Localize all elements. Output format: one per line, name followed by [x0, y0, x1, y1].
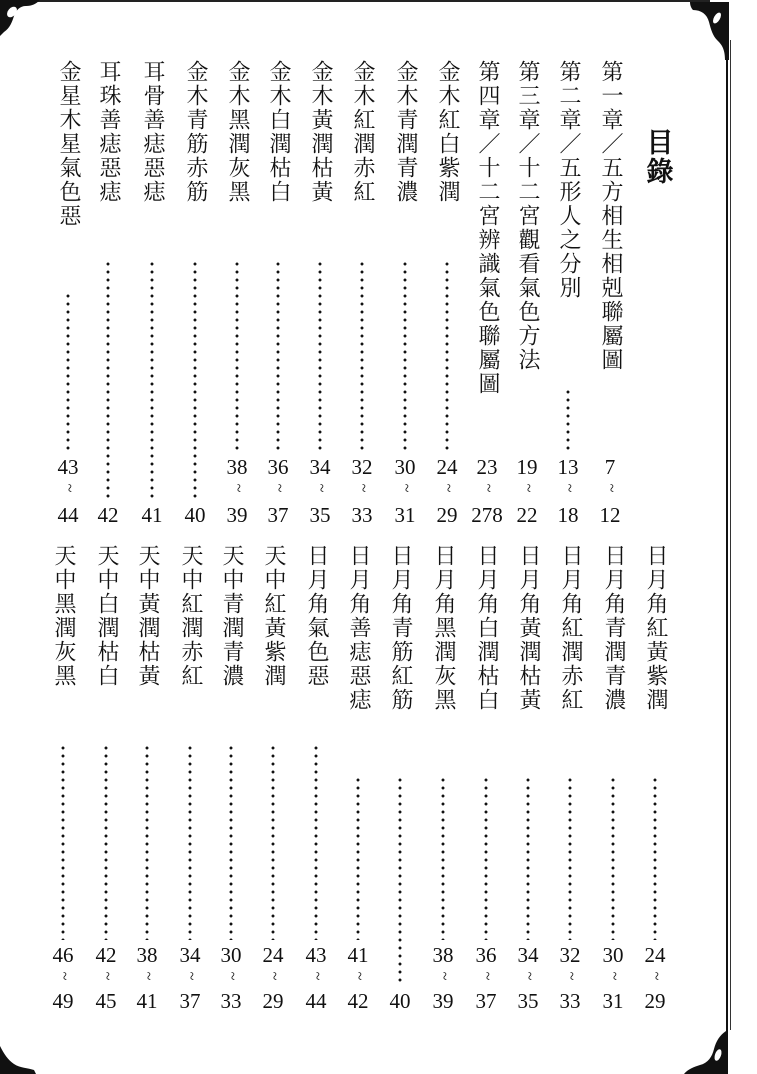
page-start-number: 19 — [516, 455, 538, 479]
page-range-tilde — [48, 480, 88, 496]
tilde-glyph: ~ — [560, 483, 577, 493]
dot-leader — [106, 260, 110, 500]
toc-entry-label: 日月角青筋紅筋 — [388, 544, 413, 712]
tilde-glyph: ~ — [98, 971, 115, 981]
page-end-number: 39 — [226, 503, 248, 527]
page-range-tilde — [43, 968, 83, 984]
page-range-tilde — [548, 480, 588, 496]
page-range-tilde — [467, 480, 507, 496]
page-end-number: 39 — [432, 989, 454, 1013]
page-range-tilde — [253, 968, 293, 984]
page-start-number: 24 — [436, 455, 458, 479]
toc-entry-label: 日月角氣色惡 — [304, 544, 329, 688]
page-end-number: 29 — [262, 989, 284, 1013]
page-start-number: 23 — [476, 455, 498, 479]
page-start-number: 30 — [220, 943, 242, 967]
page-end-number: 35 — [309, 503, 331, 527]
dot-leader — [271, 744, 275, 940]
page-start-number: 38 — [432, 943, 454, 967]
tilde-glyph: ~ — [139, 971, 156, 981]
page-start-number: 38 — [136, 943, 158, 967]
toc-entry-label: 金木黑潤灰黑 — [225, 60, 250, 204]
dot-leader — [653, 776, 657, 940]
toc-entry-label: 日月角黑潤灰黑 — [431, 544, 456, 712]
page-start-number: 34 — [309, 455, 331, 479]
toc-entry-label: 天中青潤青濃 — [219, 544, 244, 688]
right-border-inner-rule — [730, 40, 731, 1030]
tilde-glyph: ~ — [397, 483, 414, 493]
tilde-glyph: ~ — [270, 483, 287, 493]
page-end-number: 42 — [347, 989, 369, 1013]
dot-leader — [356, 776, 360, 940]
page-end-number: 49 — [52, 989, 74, 1013]
page-start-number: 38 — [226, 455, 248, 479]
page-range-tilde — [593, 968, 633, 984]
tilde-glyph: ~ — [478, 971, 495, 981]
dot-leader — [150, 260, 154, 500]
dot-leader — [566, 388, 570, 452]
page-range-tilde — [258, 480, 298, 496]
page-range-tilde — [590, 480, 630, 496]
toc-entry-label: 天中白潤枯白 — [94, 544, 119, 688]
page-end-number: 31 — [394, 503, 416, 527]
toc-entry-label: 金星木星氣色惡 — [56, 60, 81, 228]
dot-leader — [235, 260, 239, 452]
tilde-glyph: ~ — [520, 971, 537, 981]
page-end-number: 40 — [389, 989, 411, 1013]
page-start-number: 36 — [475, 943, 497, 967]
page-range-tilde — [427, 480, 467, 496]
toc-entry-label: 金木青筋赤筋 — [183, 60, 208, 204]
dot-leader — [61, 744, 65, 940]
toc-entry-label: 日月角紅黃紫潤 — [643, 544, 668, 712]
page-end-number: 12 — [599, 503, 621, 527]
page-start-number: 42 — [95, 943, 117, 967]
tilde-glyph: ~ — [350, 971, 367, 981]
tilde-glyph: ~ — [647, 971, 664, 981]
toc-entry-label: 日月角黃潤枯黃 — [516, 544, 541, 712]
dot-leader — [403, 260, 407, 452]
toc-entry-label: 金木紅白紫潤 — [435, 60, 460, 204]
toc-entry-label: 天中黑潤灰黑 — [51, 544, 76, 688]
page-end-number: 45 — [95, 989, 117, 1013]
toc-title-text: 目錄 — [641, 128, 673, 186]
page-end-number: 37 — [475, 989, 497, 1013]
page-start-number: 24 — [262, 943, 284, 967]
toc-entry-label: 日月角白潤枯白 — [474, 544, 499, 712]
tilde-glyph: ~ — [312, 483, 329, 493]
page-start-number: 32 — [559, 943, 581, 967]
page-range-tilde — [127, 968, 167, 984]
dot-leader — [568, 776, 572, 940]
page-start-number: 32 — [351, 455, 373, 479]
toc-entry-label: 日月角紅潤赤紅 — [558, 544, 583, 712]
dot-leader — [276, 260, 280, 452]
toc-entry-label: 耳骨善痣惡痣 — [140, 60, 165, 204]
corner-ornament-bottom-right-icon — [680, 1025, 730, 1074]
dot-leader — [188, 744, 192, 940]
dot-leader — [484, 776, 488, 940]
dot-leader — [229, 744, 233, 940]
dot-leader — [445, 260, 449, 452]
page-range-tilde — [217, 480, 257, 496]
dot-leader — [318, 260, 322, 452]
page-range-tilde — [466, 968, 506, 984]
page-start-number: 34 — [517, 943, 539, 967]
top-border-rule — [20, 0, 710, 2]
page-end-number: 44 — [305, 989, 327, 1013]
page-range-tilde — [342, 480, 382, 496]
toc-entry-label: 日月角善痣惡痣 — [346, 544, 371, 712]
page-end-number: 33 — [351, 503, 373, 527]
dot-leader — [193, 260, 197, 500]
tilde-glyph: ~ — [265, 971, 282, 981]
page-end-number: 29 — [644, 989, 666, 1013]
page-range-tilde — [385, 480, 425, 496]
page-end-number: 41 — [141, 503, 163, 527]
page-range-tilde — [550, 968, 590, 984]
page-range-tilde — [300, 480, 340, 496]
page-range-tilde — [508, 968, 548, 984]
tilde-glyph: ~ — [479, 483, 496, 493]
toc-entry-label: 天中黃潤枯黃 — [135, 544, 160, 688]
page-end-number: 40 — [184, 503, 206, 527]
page-start-number: 43 — [305, 943, 327, 967]
toc-entry-label: 耳珠善痣惡痣 — [96, 60, 121, 204]
page-range-tilde — [296, 968, 336, 984]
page-range-tilde — [507, 480, 547, 496]
page-start-number: 30 — [602, 943, 624, 967]
tilde-glyph: ~ — [519, 483, 536, 493]
tilde-glyph: ~ — [55, 971, 72, 981]
page-start-number: 36 — [267, 455, 289, 479]
toc-entry-label: 金木青潤青濃 — [393, 60, 418, 204]
dot-leader — [441, 776, 445, 940]
tilde-glyph: ~ — [562, 971, 579, 981]
tilde-glyph: ~ — [605, 971, 622, 981]
page-end-number: 35 — [517, 989, 539, 1013]
dot-leader — [104, 744, 108, 940]
page-range-tilde — [211, 968, 251, 984]
toc-title — [642, 128, 672, 186]
toc-entry-label: 金木黃潤枯黃 — [308, 60, 333, 204]
page-range-tilde — [635, 968, 675, 984]
dot-leader — [66, 292, 70, 452]
page-end-number: 278 — [471, 503, 503, 527]
toc-entry-label: 天中紅潤赤紅 — [178, 544, 203, 688]
dot-leader — [360, 260, 364, 452]
toc-entry-label: 第四章／十二宮辨識氣色聯屬圖 — [475, 60, 500, 396]
toc-entry-label: 第二章／五形人之分別 — [556, 60, 581, 300]
dot-leader — [526, 776, 530, 940]
page-start-number: 41 — [347, 943, 369, 967]
page-end-number: 33 — [220, 989, 242, 1013]
toc-entry-label: 第三章／十二宮觀看氣色方法 — [515, 60, 540, 372]
corner-ornament-top-right-icon — [685, 0, 730, 60]
page-start-number: 30 — [394, 455, 416, 479]
page-start-number: 34 — [179, 943, 201, 967]
tilde-glyph: ~ — [182, 971, 199, 981]
tilde-glyph: ~ — [223, 971, 240, 981]
page-range-tilde — [170, 968, 210, 984]
toc-entry-label: 日月角青潤青濃 — [601, 544, 626, 712]
corner-ornament-top-left-icon — [0, 0, 45, 40]
toc-entry-label: 金木白潤枯白 — [266, 60, 291, 204]
page-start-number: 43 — [57, 455, 79, 479]
page-end-number: 33 — [559, 989, 581, 1013]
tilde-glyph: ~ — [354, 483, 371, 493]
dot-leader — [145, 744, 149, 940]
tilde-glyph: ~ — [308, 971, 325, 981]
tilde-glyph: ~ — [229, 483, 246, 493]
page-end-number: 31 — [602, 989, 624, 1013]
dot-leader — [611, 776, 615, 940]
page-end-number: 37 — [267, 503, 289, 527]
page-end-number: 41 — [136, 989, 158, 1013]
page-end-number: 18 — [557, 503, 579, 527]
tilde-glyph: ~ — [439, 483, 456, 493]
page-range-tilde — [86, 968, 126, 984]
page-start-number: 7 — [604, 455, 616, 479]
tilde-glyph: ~ — [602, 483, 619, 493]
page-start-number: 13 — [557, 455, 579, 479]
page-start-number: 46 — [52, 943, 74, 967]
toc-entry-label: 第一章／五方相生相剋聯屬圖 — [598, 60, 623, 372]
page-end-number: 37 — [179, 989, 201, 1013]
dot-leader — [398, 776, 402, 986]
toc-entry-label: 天中紅黃紫潤 — [261, 544, 286, 688]
page-range-tilde — [423, 968, 463, 984]
tilde-glyph: ~ — [435, 971, 452, 981]
page-end-number: 29 — [436, 503, 458, 527]
corner-ornament-bottom-left-icon — [0, 1040, 40, 1074]
page-range-tilde — [338, 968, 378, 984]
tilde-glyph: ~ — [60, 483, 77, 493]
page-end-number: 22 — [516, 503, 538, 527]
page-end-number: 44 — [57, 503, 79, 527]
page-end-number: 42 — [97, 503, 119, 527]
dot-leader — [314, 744, 318, 940]
toc-entry-label: 金木紅潤赤紅 — [350, 60, 375, 204]
page-start-number: 24 — [644, 943, 666, 967]
right-border-rule — [726, 40, 728, 1030]
